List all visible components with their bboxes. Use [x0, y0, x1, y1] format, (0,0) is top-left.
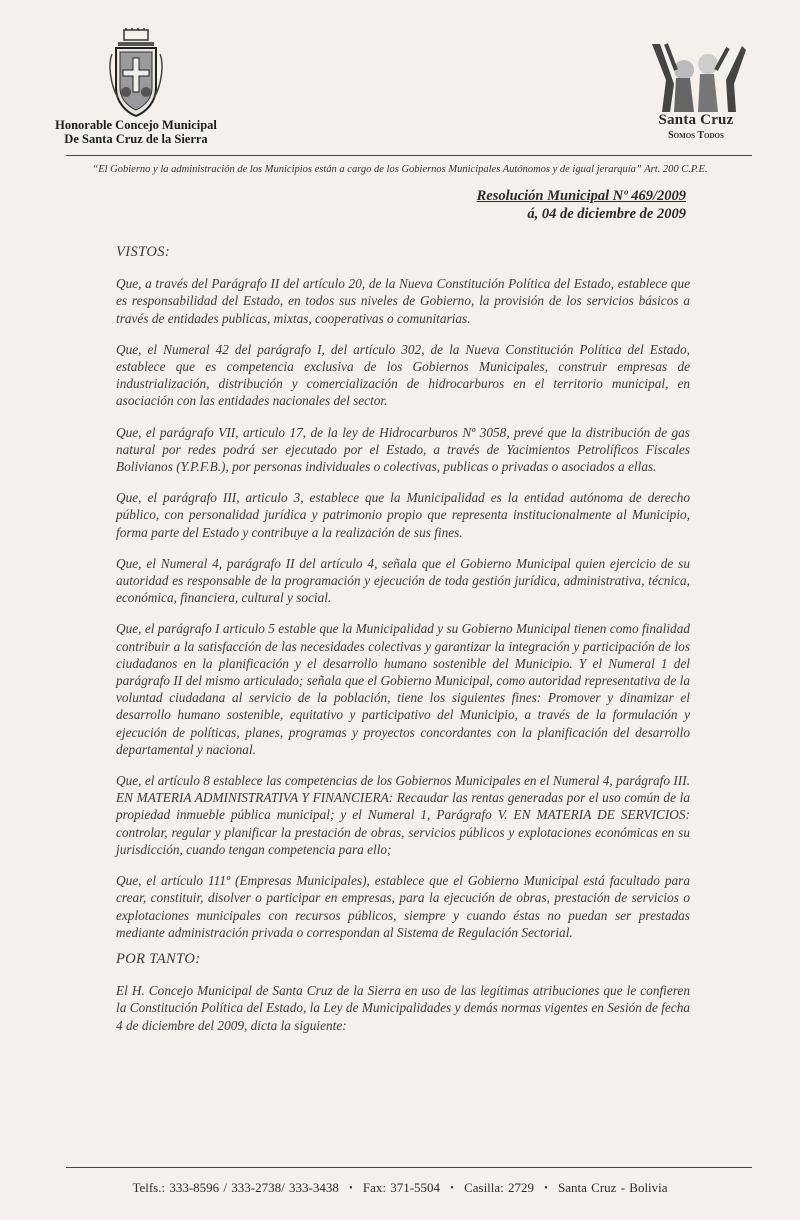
- footer-city: Santa Cruz - Bolivia: [558, 1180, 668, 1195]
- footer-contact: [40, 1180, 760, 1196]
- resolution-date: á, 04 de diciembre de 2009: [527, 206, 686, 222]
- paragraph-art111: Que, el artículo 111º (Empresas Municipales), establece que el Gobierno Municipal está facultado para crear, constituir, disolver o participar en empresas, para la ejecución de obras, prestación de servicios o explotaciones municipales con recursos públicos, siempre y cuando éstas no puedan ser prestadas mediante administración privada o correspondan al Sistema de Regulación Sectorial.: [116, 873, 690, 940]
- coat-of-arms-icon: [108, 28, 164, 120]
- bullet-separator: •: [349, 1183, 353, 1194]
- resolution-title: Resolución Municipal Nº 469/2009: [476, 188, 686, 204]
- por-tanto-heading: POR TANTO:: [116, 950, 201, 967]
- bullet-separator: •: [544, 1183, 548, 1194]
- santa-cruz-logo-icon: [646, 40, 746, 120]
- paragraph-art5: Que, el parágrafo I articulo 5 estable que la Municipalidad y su Gobierno Municipal tienen como finalidad contribuir a la satisfacción de las necesidades colectivas y garantizar la integración y participación de los ciudadanos en la planificación y el desarrollo humano sostenible del Municipio. Y el Numeral 1 del parágrafo II del mismo articulado; señala que el Gobierno Municipal, como autoridad representativa de la voluntad ciudadana al servicio de la población, tiene los siguientes fines: Promover y dinamizar el desarrollo humano sostenible, equitativo y participativo del Municipio, a través de la formulación y ejecución de políticas, planes, programas y proyectos concordantes con la planificación del desarrollo departamental y nacional.: [116, 621, 690, 757]
- paragraph-art20: Que, a través del Parágrafo II del artículo 20, de la Nueva Constitución Política del Estado, establece que es responsabilidad del Estado, en todos sus niveles de Gobierno, la provisión de los servicios básicos a través de entidades publicas, mixtas, cooperativas o comunitarias.: [116, 276, 690, 326]
- resolution-body: [116, 244, 690, 1048]
- footer-phones: Telfs.: 333-8596 / 333-2738/ 333-3438: [132, 1180, 339, 1195]
- paragraph-art4: Que, el Numeral 4, parágrafo II del artículo 4, señala que el Gobierno Municipal quien ejercicio de su autoridad es responsable de la programación y ejecución de toda gestión jurídica, administrativa, técnica, económica, financiera, cultural y social.: [116, 555, 690, 606]
- footer-divider: [66, 1167, 752, 1168]
- bullet-separator: •: [450, 1183, 454, 1194]
- closing-paragraph: El H. Concejo Municipal de Santa Cruz de la Sierra en uso de las legítimas atribuciones que le confieren la Constitución Política del Estado, la Ley de Municipalidades y demás normas vigentes en Sesión de fecha 4 de diciembre del 2009, dicta la siguiente:: [116, 983, 690, 1033]
- footer-fax: Fax: 371-5504: [362, 1180, 441, 1195]
- header-divider: [66, 155, 752, 156]
- footer-casilla: Casilla: 2729: [464, 1180, 535, 1195]
- logo-subtitle: Somos Todos: [668, 130, 724, 141]
- vistos-heading: VISTOS:: [116, 244, 171, 260]
- paragraph-art3: Que, el parágrafo III, articulo 3, establece que la Municipalidad es la entidad autónoma de derecho público, con personalidad jurídica y patrimonio propio que representa institucionalmente al Municipio, forma parte del Estado y contribuye a la realización de sus fines.: [116, 490, 690, 540]
- paragraph-art8: Que, el artículo 8 establece las competencias de los Gobiernos Municipales en el Numeral 4, parágrafo III. EN MATERIA ADMINISTRATIVA Y FINANCIERA: Recaudar las rentas generadas por el uso común de la propiedad inmueble pública municipal; y el Numeral 1, Parágrafo V. EN MATERIA DE SERVICIOS: controlar, regular y planificar la prestación de obras, servicios públicos y explotaciones económicas en su jurisdicción, cuando tengan competencia para ello;: [116, 773, 690, 857]
- paragraph-ley3058: Que, el parágrafo VII, articulo 17, de la ley de Hidrocarburos Nº 3058, prevé que la distribución de gas natural por redes podrá ser ejecutado por el Estado, a través de Yacimientos Petrolíficos Fiscales Bolivianos (Y.P.F.B.), por personas individuales o colectivas, publicas o privadas o asociados a ellas.: [116, 424, 690, 475]
- council-name-line2: De Santa Cruz de la Sierra: [64, 132, 208, 146]
- constitution-quote: “El Gobierno y la administración de los Municipios están a cargo de los Gobiernos Municipales Autónomos y de igual jerarquía” Art. 200 C.P.E.: [92, 164, 708, 175]
- council-name: [40, 118, 232, 146]
- council-name-line1: Honorable Concejo Municipal: [55, 118, 217, 132]
- paragraph-art302: Que, el Numeral 42 del parágrafo I, del artículo 302, de la Nueva Constitución Política del Estado, establece que es competencia exclusiva de los Gobiernos Municipales, construir empresas de industrialización, distribución y comercialización de hidrocarburos en el territorio municipal, en asociación con las entidades nacionales del sector.: [116, 341, 690, 409]
- logo-title: Santa Cruz: [658, 112, 734, 128]
